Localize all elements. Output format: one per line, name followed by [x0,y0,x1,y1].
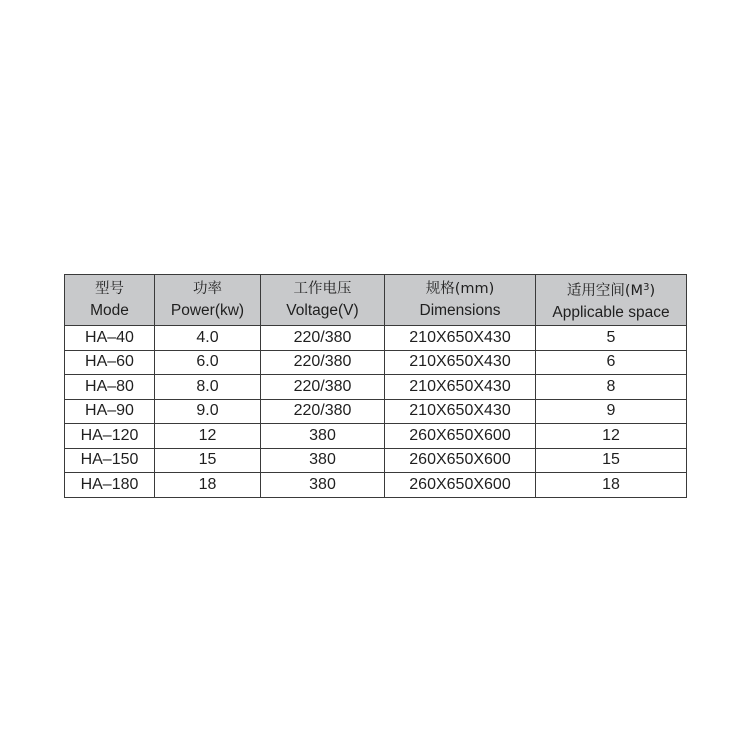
header-space-zh-wrap [536,277,686,302]
header-voltage [261,275,385,326]
cell-space: 15 [536,448,687,473]
cell-voltage: 220/380 [261,399,385,424]
table-row [65,375,687,400]
cell-space: 12 [536,424,687,449]
cell-voltage: 220/380 [261,350,385,375]
cell-dimensions: 260X650X600 [385,473,536,498]
cell-power: 8.0 [155,375,261,400]
table-header [65,275,687,326]
cell-power: 9.0 [155,399,261,424]
header-space [536,275,687,326]
header-row [65,275,687,326]
cell-power: 18 [155,473,261,498]
table-row [65,350,687,375]
cell-power: 15 [155,448,261,473]
cell-model: HA–60 [65,350,155,375]
cell-space: 8 [536,375,687,400]
cell-power: 4.0 [155,326,261,351]
cell-voltage: 380 [261,424,385,449]
header-voltage-en: Voltage(V) [286,302,359,319]
cell-dimensions: 260X650X600 [385,424,536,449]
cell-dimensions: 210X650X430 [385,350,536,375]
table-row [65,326,687,351]
cell-voltage: 380 [261,473,385,498]
header-space-zh: 适用空间(M [566,283,644,299]
cell-model: HA–120 [65,424,155,449]
header-model-en: Mode [90,302,129,319]
cell-dimensions: 210X650X430 [385,375,536,400]
cell-power: 12 [155,424,261,449]
table-row [65,424,687,449]
table-row [65,448,687,473]
header-dimensions [385,275,536,326]
header-space-sup: 3 [643,282,650,293]
header-power [155,275,261,326]
cell-model: HA–40 [65,326,155,351]
cell-space: 18 [536,473,687,498]
cell-model: HA–150 [65,448,155,473]
cell-voltage: 220/380 [261,375,385,400]
header-space-tail: ) [649,283,656,299]
cell-dimensions: 210X650X430 [385,326,536,351]
header-model [65,275,155,326]
table-body [65,326,687,498]
cell-model: HA–90 [65,399,155,424]
table-row [65,473,687,498]
cell-model: HA–180 [65,473,155,498]
header-model-zh: 型号 [95,281,124,297]
cell-space: 9 [536,399,687,424]
cell-power: 6.0 [155,350,261,375]
header-dimensions-zh: 规格(mm) [425,281,495,297]
header-power-en: Power(kw) [170,302,245,319]
cell-model: HA–80 [65,375,155,400]
spec-table [64,274,687,498]
cell-voltage: 380 [261,448,385,473]
cell-space: 5 [536,326,687,351]
cell-space: 6 [536,350,687,375]
header-dimensions-en: Dimensions [419,302,501,319]
cell-dimensions: 210X650X430 [385,399,536,424]
header-space-en: Applicable space [552,304,670,321]
cell-voltage: 220/380 [261,326,385,351]
table-row [65,399,687,424]
cell-dimensions: 260X650X600 [385,448,536,473]
header-power-zh: 功率 [193,281,222,297]
header-voltage-zh: 工作电压 [293,281,352,297]
